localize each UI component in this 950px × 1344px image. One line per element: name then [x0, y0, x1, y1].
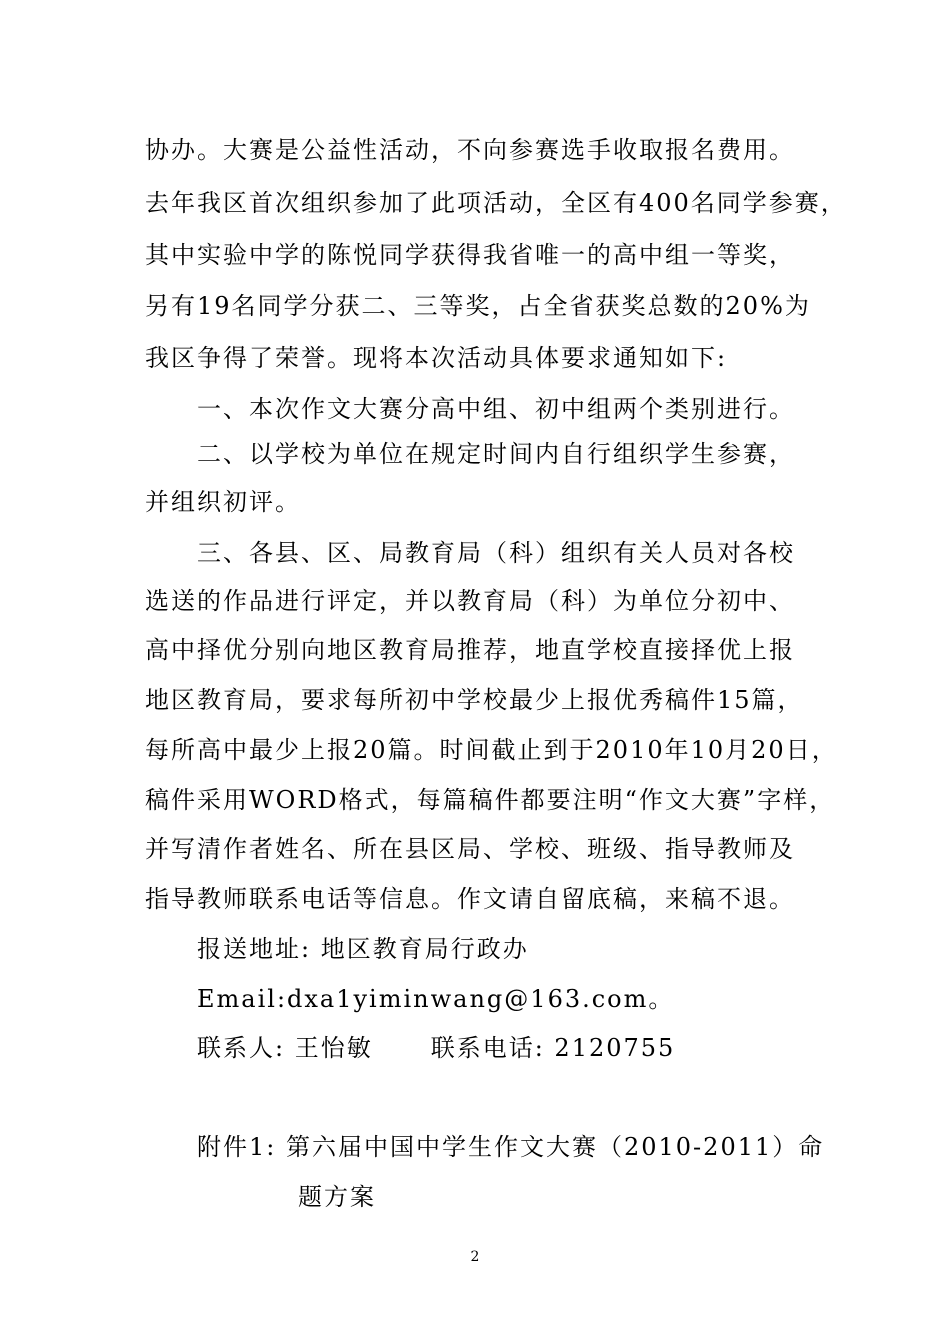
- item-3-line-5: 每所高中最少上报20篇。时间截止到于2010年10月20日，: [145, 736, 838, 764]
- contact-person: 联系人: 王怡敏: [197, 1034, 373, 1062]
- item-2-line-1: 二、以学校为单位在规定时间内自行组织学生参赛，: [197, 440, 795, 468]
- item-3-line-6: 稿件采用WORD格式，每篇稿件都要注明“作文大赛”字样，: [145, 786, 836, 814]
- item-3-line-4: 地区教育局，要求每所初中学校最少上报优秀稿件15篇，: [145, 686, 804, 714]
- contact-phone: 联系电话: 2120755: [430, 1034, 676, 1062]
- page-number: 2: [470, 1249, 480, 1265]
- item-3-line-1: 三、各县、区、局教育局（科）组织有关人员对各校: [197, 539, 795, 567]
- intro-line-3: 其中实验中学的陈悦同学获得我省唯一的高中组一等奖，: [145, 241, 795, 269]
- item-3-line-8: 指导教师联系电话等信息。作文请自留底稿，来稿不退。: [145, 885, 795, 913]
- intro-line-5: 我区争得了荣誉。现将本次活动具体要求通知如下:: [145, 344, 728, 372]
- item-1-line-1: 一、本次作文大赛分高中组、初中组两个类别进行。: [197, 395, 795, 423]
- submission-address: 报送地址: 地区教育局行政办: [197, 935, 529, 963]
- attachment-line-1: 附件1: 第六届中国中学生作文大赛（2010-2011）命: [197, 1133, 825, 1161]
- intro-line-4: 另有19名同学分获二、三等奖，占全省获奖总数的20%为: [145, 292, 811, 320]
- item-2-line-2: 并组织初评。: [145, 488, 301, 516]
- item-3-line-7: 并写清作者姓名、所在县区局、学校、班级、指导教师及: [145, 835, 795, 863]
- contact-line: [197, 1032, 675, 1064]
- item-3-line-2: 选送的作品进行评定，并以教育局（科）为单位分初中、: [145, 587, 795, 615]
- intro-line-1: 协办。大赛是公益性活动，不向参赛选手收取报名费用。: [145, 136, 795, 164]
- attachment-line-2: 题方案: [298, 1183, 376, 1211]
- intro-line-2: 去年我区首次组织参加了此项活动，全区有400名同学参赛，: [145, 189, 847, 217]
- submission-email: Email:dxa1yiminwang@163.com。: [197, 985, 675, 1013]
- item-3-line-3: 高中择优分别向地区教育局推荐，地直学校直接择优上报: [145, 636, 795, 664]
